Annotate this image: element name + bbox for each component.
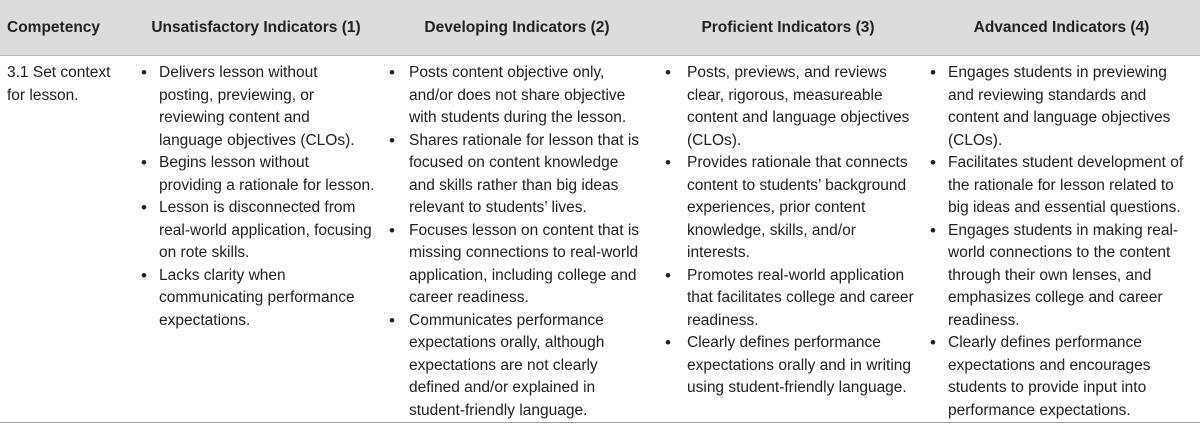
proficient-cell — [653, 56, 923, 423]
header-competency: Competency — [0, 0, 131, 56]
developing-list — [381, 62, 653, 422]
list-item: • Posts, previews, and reviews clear, rigorous, measureable content and language objectives (CLOs). — [653, 62, 923, 152]
list-item: • Facilitates student development of the rationale for lesson related to big ideas and essential questions. — [923, 152, 1200, 220]
list-item: • Delivers lesson without posting, previewing, or reviewing content and language objectives (CLOs). — [131, 62, 381, 152]
list-item: • Communicates performance expectations orally, although expectations are not clearly defined and/or explained in student-friendly language. — [381, 310, 653, 423]
list-item: • Lacks clarity when communicating performance expectations. — [131, 265, 381, 333]
header-advanced: Advanced Indicators (4) — [923, 0, 1200, 56]
list-item: • Engages students in previewing and reviewing standards and content and language objectives (CLOs). — [923, 62, 1200, 152]
list-item: • Begins lesson without providing a rationale for lesson. — [131, 152, 381, 197]
list-item: • Focuses lesson on content that is missing connections to real-world application, including college and career readiness. — [381, 220, 653, 310]
developing-cell — [381, 56, 653, 423]
list-item: • Lesson is disconnected from real-world application, focusing on rote skills. — [131, 197, 381, 265]
list-item: • Clearly defines performance expectations and encourages students to provide input into performance expectations. — [923, 332, 1200, 422]
advanced-list — [923, 62, 1200, 422]
table-header — [0, 0, 1200, 56]
header-proficient: Proficient Indicators (3) — [653, 0, 923, 56]
list-item: • Engages students in making real-world connections to the content through their own lenses, and emphasizes college and career readiness. — [923, 220, 1200, 333]
unsatisfactory-list — [131, 62, 381, 332]
unsatisfactory-cell — [131, 56, 381, 423]
header-row — [0, 0, 1200, 56]
list-item: • Promotes real-world application that facilitates college and career readiness. — [653, 265, 923, 333]
table-row — [0, 56, 1200, 423]
proficient-list — [653, 62, 923, 400]
competency-cell: 3.1 Set context for lesson. — [0, 56, 131, 423]
list-item: • Shares rationale for lesson that is focused on content knowledge and skills rather than big ideas relevant to students’ lives. — [381, 130, 653, 220]
header-unsatisfactory: Unsatisfactory Indicators (1) — [131, 0, 381, 56]
list-item: • Posts content objective only, and/or does not share objective with students during the lesson. — [381, 62, 653, 130]
header-developing: Developing Indicators (2) — [381, 0, 653, 56]
advanced-cell — [923, 56, 1200, 423]
table-body — [0, 56, 1200, 423]
list-item: • Clearly defines performance expectations orally and in writing using student-friendly language. — [653, 332, 923, 400]
list-item: • Provides rationale that connects content to students’ background experiences, prior content knowledge, skills, and/or interests. — [653, 152, 923, 265]
